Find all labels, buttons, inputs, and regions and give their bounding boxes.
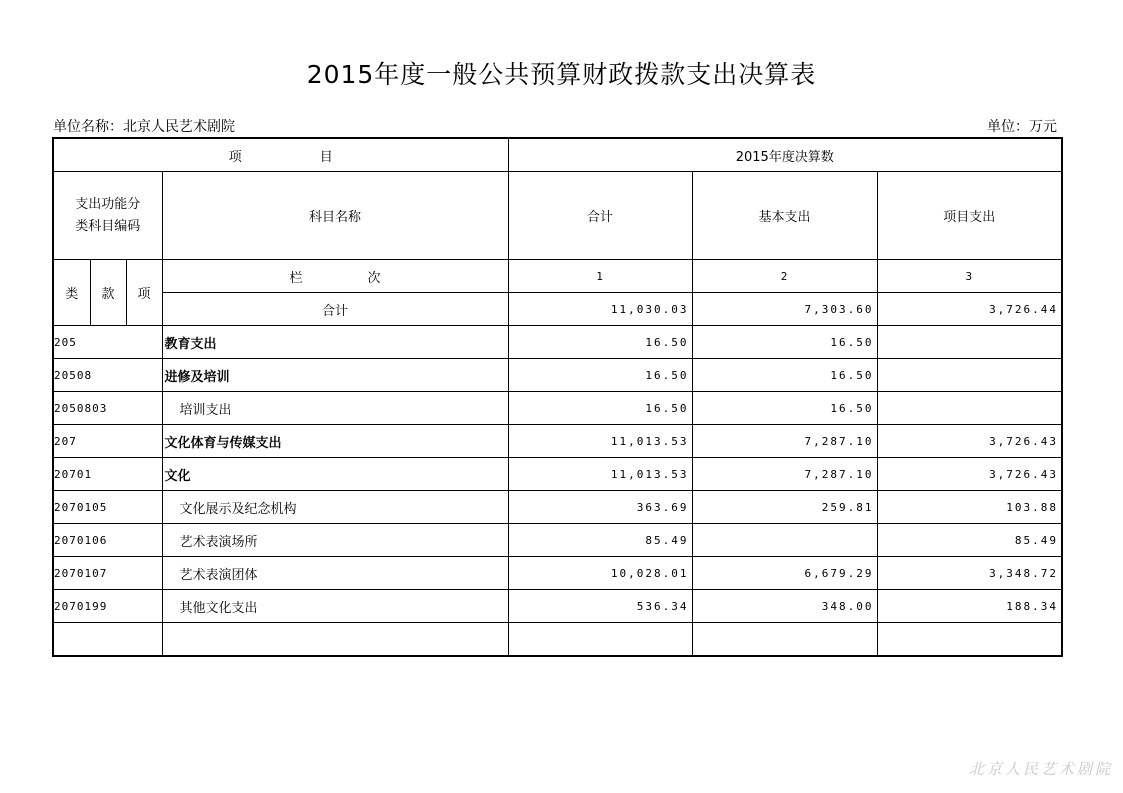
header-row-2 (53, 172, 1062, 260)
row-basic (692, 524, 877, 557)
col-number-1: 1 (508, 260, 692, 293)
sum-total: 11,030.03 (508, 293, 692, 326)
row-basic: 16.50 (692, 359, 877, 392)
row-code: 20508 (53, 359, 162, 392)
row-name: 培训支出 (162, 392, 508, 425)
table-row (53, 326, 1062, 359)
unit-label: 单位：万元 (987, 119, 1057, 135)
sum-project: 3,726.44 (877, 293, 1062, 326)
row-project: 3,348.72 (877, 557, 1062, 590)
row-name: 文化 (162, 458, 508, 491)
row-name: 艺术表演场所 (162, 524, 508, 557)
table-row (53, 458, 1062, 491)
row-code: 205 (53, 326, 162, 359)
empty-cell (162, 623, 508, 657)
row-project: 3,726.43 (877, 425, 1062, 458)
row-code: 2070199 (53, 590, 162, 623)
row-basic: 7,287.10 (692, 425, 877, 458)
row-project (877, 326, 1062, 359)
table-row (53, 524, 1062, 557)
row-code: 2050803 (53, 392, 162, 425)
unit-name-label: 单位名称：北京人民艺术剧院 (53, 119, 235, 135)
row-basic: 348.00 (692, 590, 877, 623)
subject-name-header: 科目名称 (162, 172, 508, 260)
row-code: 2070105 (53, 491, 162, 524)
row-basic: 7,287.10 (692, 458, 877, 491)
row-total: 16.50 (508, 392, 692, 425)
row-code: 2070106 (53, 524, 162, 557)
row-project (877, 359, 1062, 392)
table-row (53, 425, 1062, 458)
col-class-header: 类 (53, 260, 90, 326)
table-row (53, 491, 1062, 524)
code-header-line1: 支出功能分 (75, 196, 141, 212)
row-code: 2070107 (53, 557, 162, 590)
table-row (53, 557, 1062, 590)
watermark-logo: 北京人民艺术剧院 (968, 760, 1113, 778)
empty-cell (53, 623, 162, 657)
row-project: 103.88 (877, 491, 1062, 524)
header-row-3 (53, 260, 1062, 293)
row-name: 文化体育与传媒支出 (162, 425, 508, 458)
row-name: 其他文化支出 (162, 590, 508, 623)
empty-cell (877, 623, 1062, 657)
table-row (53, 590, 1062, 623)
row-total: 363.69 (508, 491, 692, 524)
row-basic: 16.50 (692, 326, 877, 359)
row-total: 10,028.01 (508, 557, 692, 590)
row-name: 教育支出 (162, 326, 508, 359)
empty-cell (692, 623, 877, 657)
table-row (53, 392, 1062, 425)
basic-header: 基本支出 (692, 172, 877, 260)
row-name: 进修及培训 (162, 359, 508, 392)
empty-row (53, 623, 1062, 657)
col-item-header: 项 (126, 260, 162, 326)
project-header: 项目支出 (877, 172, 1062, 260)
row-project: 85.49 (877, 524, 1062, 557)
code-header (53, 172, 162, 260)
row-code: 207 (53, 425, 162, 458)
item-header: 项 目 (53, 138, 508, 172)
row-basic: 6,679.29 (692, 557, 877, 590)
total-header: 合计 (508, 172, 692, 260)
col-section-header: 款 (90, 260, 126, 326)
row-name: 艺术表演团体 (162, 557, 508, 590)
year-header: 2015年度决算数 (508, 138, 1062, 172)
sum-label: 合计 (162, 293, 508, 326)
sum-row (53, 293, 1062, 326)
sum-basic: 7,303.60 (692, 293, 877, 326)
row-total: 85.49 (508, 524, 692, 557)
row-name: 文化展示及纪念机构 (162, 491, 508, 524)
table-row (53, 359, 1062, 392)
row-total: 536.34 (508, 590, 692, 623)
row-project (877, 392, 1062, 425)
row-basic: 16.50 (692, 392, 877, 425)
empty-cell (508, 623, 692, 657)
col-number-3: 3 (877, 260, 1062, 293)
header-row-1 (53, 138, 1062, 172)
lanci-header: 栏 次 (162, 260, 508, 293)
row-total: 16.50 (508, 326, 692, 359)
row-code: 20701 (53, 458, 162, 491)
budget-table (52, 137, 1063, 657)
row-basic: 259.81 (692, 491, 877, 524)
row-total: 11,013.53 (508, 425, 692, 458)
report-title: 2015年度一般公共预算财政拨款支出决算表 (306, 60, 817, 89)
row-project: 3,726.43 (877, 458, 1062, 491)
row-total: 16.50 (508, 359, 692, 392)
row-total: 11,013.53 (508, 458, 692, 491)
row-project: 188.34 (877, 590, 1062, 623)
col-number-2: 2 (692, 260, 877, 293)
code-header-line2: 类科目编码 (75, 218, 141, 234)
